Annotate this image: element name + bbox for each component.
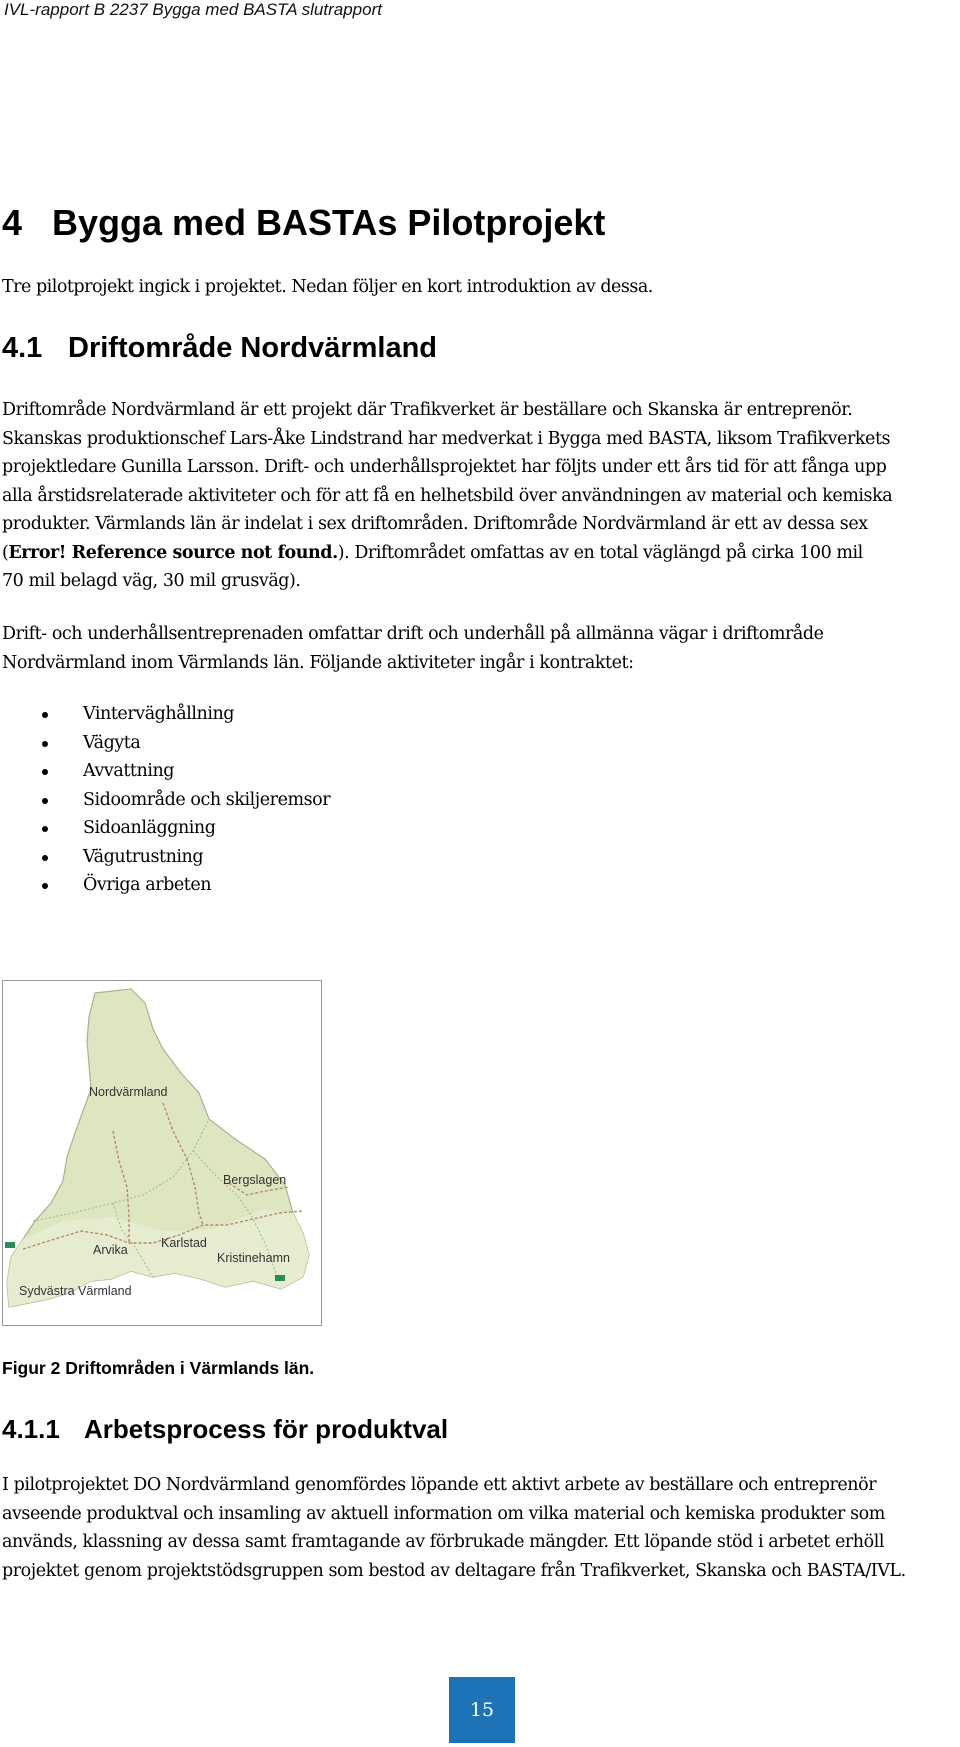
road-marker-icon [275,1275,285,1281]
map-label-sydvastra: Sydvästra Värmland [19,1284,132,1298]
map-figure [2,980,322,1326]
map-label-kristinehamn: Kristinehamn [217,1251,290,1265]
paragraph-line: Skanskas produktionschef Lars-Åke Lindstrand har medverkat i Bygga med BASTA, liksom Trafikverkets [2,428,891,449]
paragraph-line: Driftområde Nordvärmland är ett projekt där Trafikverket är beställare och Skanska är entreprenör. [2,400,853,420]
list-item-label: Vinterväghållning [83,704,235,724]
bullet-icon [42,855,48,861]
list-item-label: Övriga arbeten [83,875,212,895]
reference-error: Error! Reference source not found. [8,542,338,563]
list-item [0,814,330,843]
paragraph-nordvarmland [2,396,960,596]
paragraph-line: används, klassning av dessa samt framtagande av förbrukade mängder. Ett löpande stöd i arbetet erhöll [2,1532,885,1552]
section-heading [2,200,605,246]
paragraph-line: I pilotprojektet DO Nordvärmland genomfördes löpande ett aktivt arbete av beställare och entreprenör [2,1475,877,1495]
map-label-bergslagen: Bergslagen [223,1173,287,1187]
running-header: IVL-rapport B 2237 Bygga med BASTA slutrapport [4,0,382,19]
paragraph-line: produkter. Värmlands län är indelat i sex driftområden. Driftområde Nordvärmland är ett av dessa sex [2,514,868,534]
map-label-arvika: Arvika [93,1243,128,1257]
subsubsection-title: Arbetsprocess för produktval [84,1414,449,1444]
paren-open: ( [2,542,9,563]
paragraph-line: projektledare Gunilla Larsson. Drift- och underhållsprojektet har följts under ett års tid för att fånga upp [2,457,887,477]
paragraph-line: avseende produktval och insamling av aktuell information om vilka material och kemiska produkter som [2,1503,885,1524]
paragraph-line-rest: ). Driftområdet omfattas av en total väglängd på cirka 100 mil [337,542,863,563]
intro-paragraph: Tre pilotprojekt ingick i projektet. Nedan följer en kort introduktion av dessa. [2,277,653,297]
bullet-icon [42,741,48,747]
map-label-nordvarmland: Nordvärmland [89,1085,168,1099]
paragraph-line: 70 mil belagd väg, 30 mil grusväg). [2,571,301,591]
bullet-icon [42,883,48,889]
bullet-icon [42,712,48,718]
paragraph-process [2,1471,960,1585]
map-label-karlstad: Karlstad [161,1236,207,1250]
varmland-map [3,981,320,1324]
bullet-icon [42,798,48,804]
figure-caption: Figur 2 Driftområden i Värmlands län. [2,1358,315,1378]
activities-list [0,700,330,900]
paragraph-line: Drift- och underhållsentreprenaden omfattar drift och underhåll på allmänna vägar i driftområde [2,624,824,644]
list-item-label: Avvattning [83,761,175,781]
list-item-label: Sidoanläggning [83,818,216,838]
subsection-title: Driftområde Nordvärmland [68,332,438,364]
list-item [0,757,330,786]
subsection-number: 4.1 [2,332,43,364]
bullet-icon [42,769,48,775]
list-item [0,700,330,729]
list-item-label: Vägyta [83,732,141,753]
bullet-icon [42,826,48,832]
subsubsection-number: 4.1.1 [2,1414,60,1444]
paragraph-line: alla årstidsrelaterade aktiviteter och för att få en helhetsbild över användningen av material och kemiska [2,485,893,506]
list-item-label: Vägutrustning [83,846,204,867]
section-title: Bygga med BASTAs Pilotprojekt [52,202,606,243]
road-marker-icon [5,1242,15,1248]
list-item-label: Sidoområde och skiljeremsor [83,789,331,810]
list-item [0,729,330,758]
list-item [0,871,330,900]
subsubsection-heading [2,1412,448,1446]
list-item [0,843,330,872]
paragraph-line: projektet genom projektstödsgruppen som bestod av deltagare från Trafikverket, Skanska och BASTA/IVL. [2,1560,906,1581]
page-number: 15 [449,1677,515,1743]
list-item [0,786,330,815]
paragraph-line: Nordvärmland inom Värmlands län. Följande aktiviteter ingår i kontraktet: [2,652,634,673]
paragraph-contract [2,620,960,677]
paragraph-line [2,539,960,568]
subsection-heading [2,330,437,366]
section-number: 4 [2,202,23,243]
